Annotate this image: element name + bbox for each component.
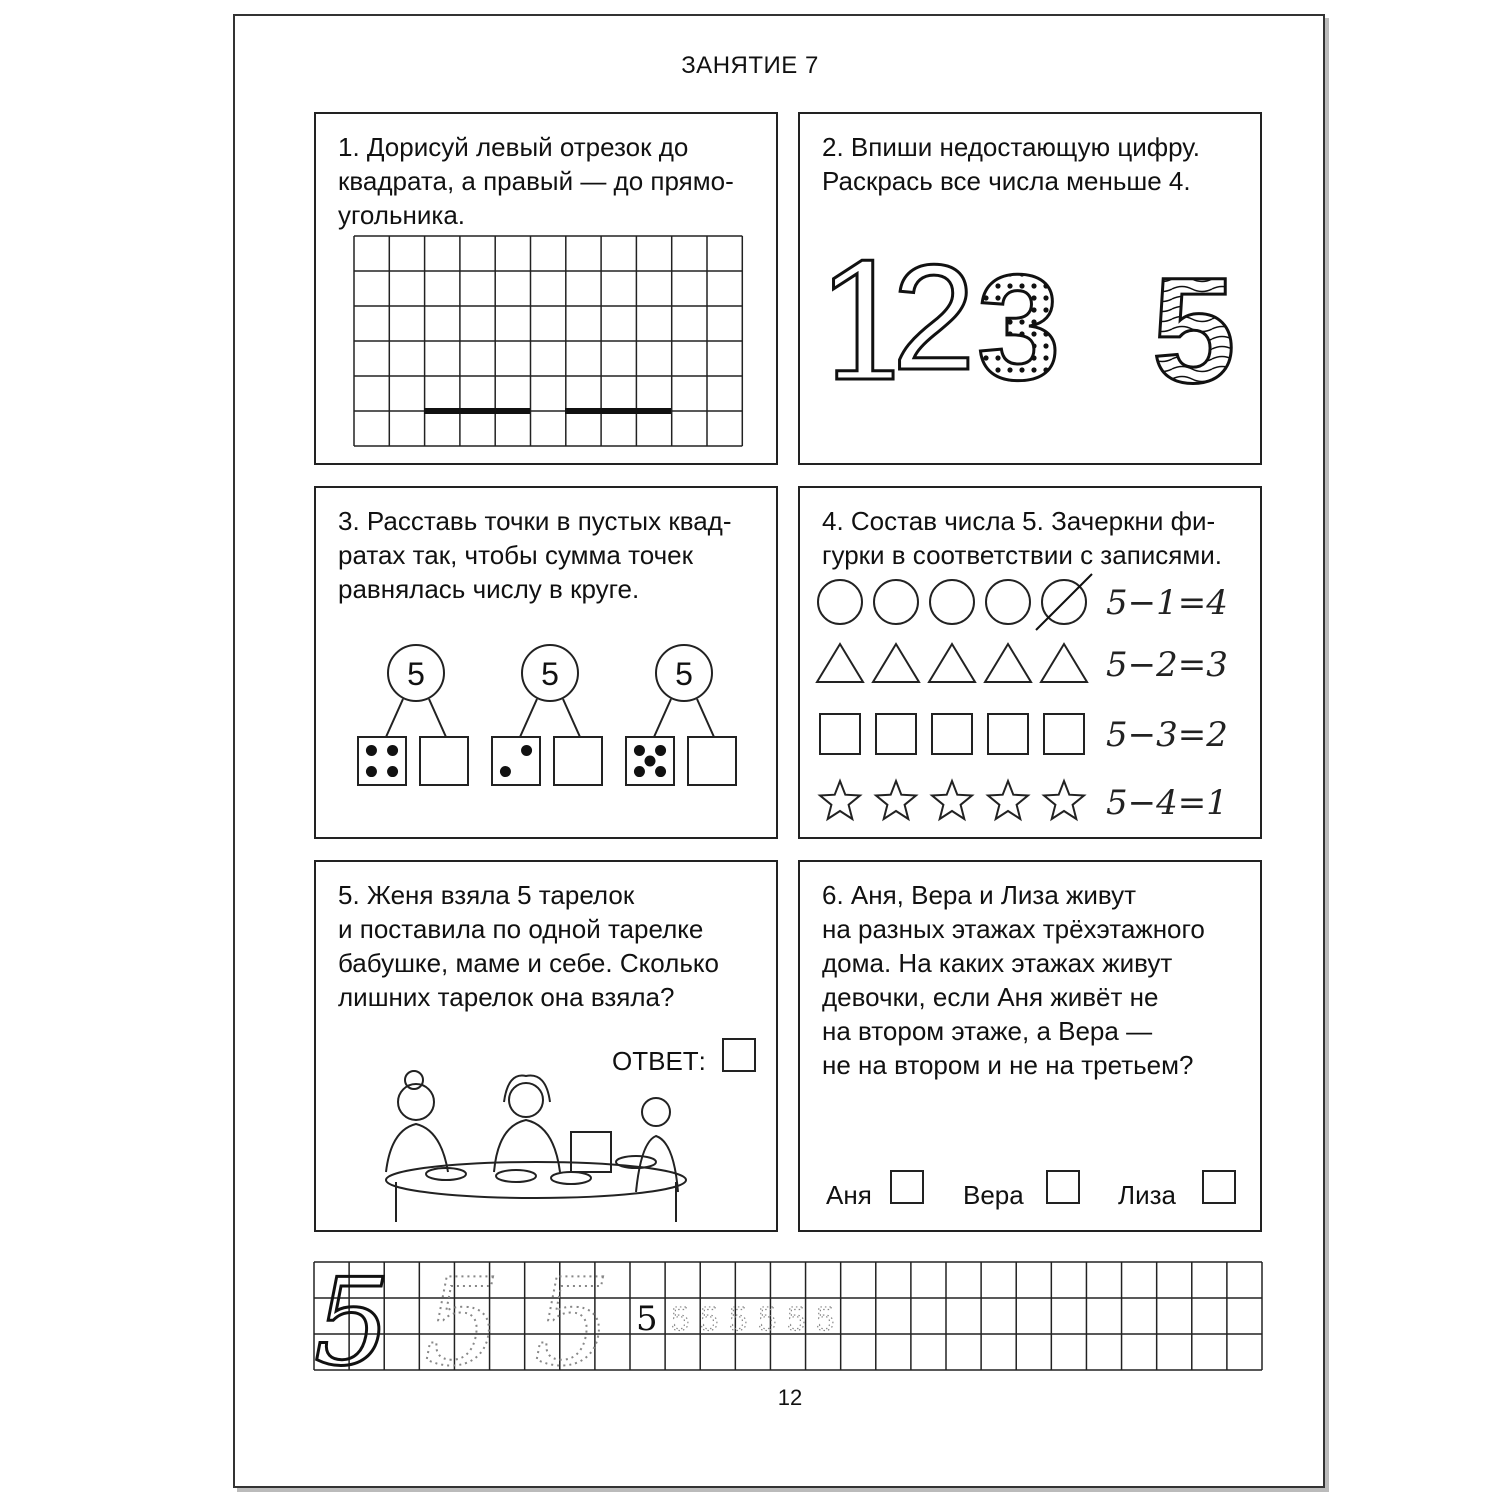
- handwriting-practice-grid[interactable]: [314, 1254, 1262, 1393]
- empty-square[interactable]: [420, 737, 468, 785]
- task-6-text: 6. Аня, Вера и Лиза живут на разных этажах трёхэтажного дома. На каких этажах живут девочки, если Аня живёт не на втором этаже, а Вера — не на втором и не на третьем?: [822, 880, 1205, 1080]
- dice-pip: [366, 766, 377, 777]
- dice-pip: [645, 756, 656, 767]
- triangle-shape[interactable]: [873, 644, 919, 682]
- digit-one: 1: [814, 230, 916, 417]
- task-5-box: [314, 860, 778, 1232]
- equation-label: 5−1=4: [1106, 583, 1228, 623]
- dice-composition[interactable]: [346, 643, 766, 793]
- answer-box-anya[interactable]: [890, 1170, 924, 1204]
- dice-pip: [634, 745, 645, 756]
- dice-pip: [387, 766, 398, 777]
- empty-square[interactable]: [554, 737, 602, 785]
- triangle-shape[interactable]: [929, 644, 975, 682]
- digit-two: 2: [892, 233, 976, 401]
- dice-pip: [655, 766, 666, 777]
- page-number: 12: [777, 1385, 803, 1410]
- equation-label: 5−3=2: [1106, 715, 1228, 755]
- triangle-shape[interactable]: [1041, 644, 1087, 682]
- star-shape[interactable]: [1044, 781, 1084, 819]
- dice-square: [492, 737, 540, 785]
- dice-group: [492, 645, 602, 785]
- task-2-box: [798, 112, 1262, 465]
- answer-box[interactable]: [722, 1038, 756, 1072]
- dotted-digit-1: 5: [424, 1254, 501, 1393]
- answer-box-vera[interactable]: [1046, 1170, 1080, 1204]
- star-shape[interactable]: [876, 781, 916, 819]
- square-shape[interactable]: [988, 714, 1028, 754]
- empty-square[interactable]: [688, 737, 736, 785]
- dotted-small-digit: 5: [786, 1300, 807, 1338]
- circle-shape[interactable]: [930, 580, 974, 624]
- name-vera: Вера: [963, 1180, 1024, 1210]
- dotted-small-digit: 5: [815, 1300, 836, 1338]
- star-shape[interactable]: [988, 781, 1028, 819]
- dice-group: [626, 645, 736, 785]
- lesson-title: ЗАНЯТИЕ 7: [681, 52, 819, 79]
- dice-square: [358, 737, 406, 785]
- task-1-box: [314, 112, 778, 465]
- grid-with-segments[interactable]: [354, 236, 748, 452]
- star-shape[interactable]: [932, 781, 972, 819]
- task-4-text: 4. Состав числа 5. Зачеркни фи- гурки в соответствии с записями.: [822, 506, 1222, 570]
- square-shape[interactable]: [1044, 714, 1084, 754]
- dotted-small-digit: 5: [670, 1300, 691, 1338]
- triangle-shape[interactable]: [985, 644, 1031, 682]
- dice-pip: [655, 745, 666, 756]
- task-3-box: [314, 486, 778, 839]
- traced-digit-sample: 5: [314, 1254, 391, 1393]
- equation-label: 5−4=1: [1106, 783, 1228, 823]
- dice-group: [358, 645, 468, 785]
- dotted-digit-2: 5: [534, 1254, 611, 1393]
- task-6-box: [798, 860, 1262, 1232]
- circle-shape[interactable]: [818, 580, 862, 624]
- answer-box-liza[interactable]: [1202, 1170, 1236, 1204]
- task-2-text: 2. Впиши недостающую цифру. Раскрась все числа меньше 4.: [822, 132, 1200, 196]
- dice-pip: [521, 745, 532, 756]
- square-shape[interactable]: [820, 714, 860, 754]
- dotted-small-digit: 5: [757, 1300, 778, 1338]
- family-table-illustration: [356, 1062, 696, 1222]
- dice-pip: [634, 766, 645, 777]
- name-anya: Аня: [826, 1180, 872, 1210]
- number-circle-label: 5: [675, 656, 693, 692]
- dotted-small-digit: 5: [699, 1300, 720, 1338]
- shapes-rows[interactable]: [810, 576, 1250, 826]
- triangle-shape[interactable]: [817, 644, 863, 682]
- dice-pip: [387, 745, 398, 756]
- task-1-text: 1. Дорисуй левый отрезок до квадрата, а правый — до прямо- угольника.: [338, 132, 734, 230]
- equation-label: 5−2=3: [1106, 645, 1228, 685]
- square-shape[interactable]: [932, 714, 972, 754]
- digits-illustration[interactable]: [812, 230, 1252, 417]
- number-circle-label: 5: [541, 656, 559, 692]
- answer-label: ОТВЕТ:: [612, 1046, 706, 1076]
- task-4-box: [798, 486, 1262, 839]
- circle-shape[interactable]: [874, 580, 918, 624]
- name-liza: Лиза: [1118, 1180, 1176, 1210]
- square-shape[interactable]: [876, 714, 916, 754]
- digit-five: 5: [1152, 246, 1236, 414]
- circle-shape[interactable]: [986, 580, 1030, 624]
- dice-pip: [366, 745, 377, 756]
- task-3-text: 3. Расставь точки в пустых квад- ратах так, чтобы сумма точек равнялась числу в круге.: [338, 506, 732, 604]
- star-shape[interactable]: [820, 781, 860, 819]
- task-5-text: 5. Женя взяла 5 тарелок и поставила по одной тарелке бабушке, маме и себе. Сколько лишних тарелок она взяла?: [338, 880, 719, 1012]
- dotted-small-digit: 5: [728, 1300, 749, 1338]
- digit-three: 3: [977, 243, 1061, 411]
- dice-pip: [500, 766, 511, 777]
- number-circle-label: 5: [407, 656, 425, 692]
- small-digit-sample: 5: [636, 1299, 658, 1339]
